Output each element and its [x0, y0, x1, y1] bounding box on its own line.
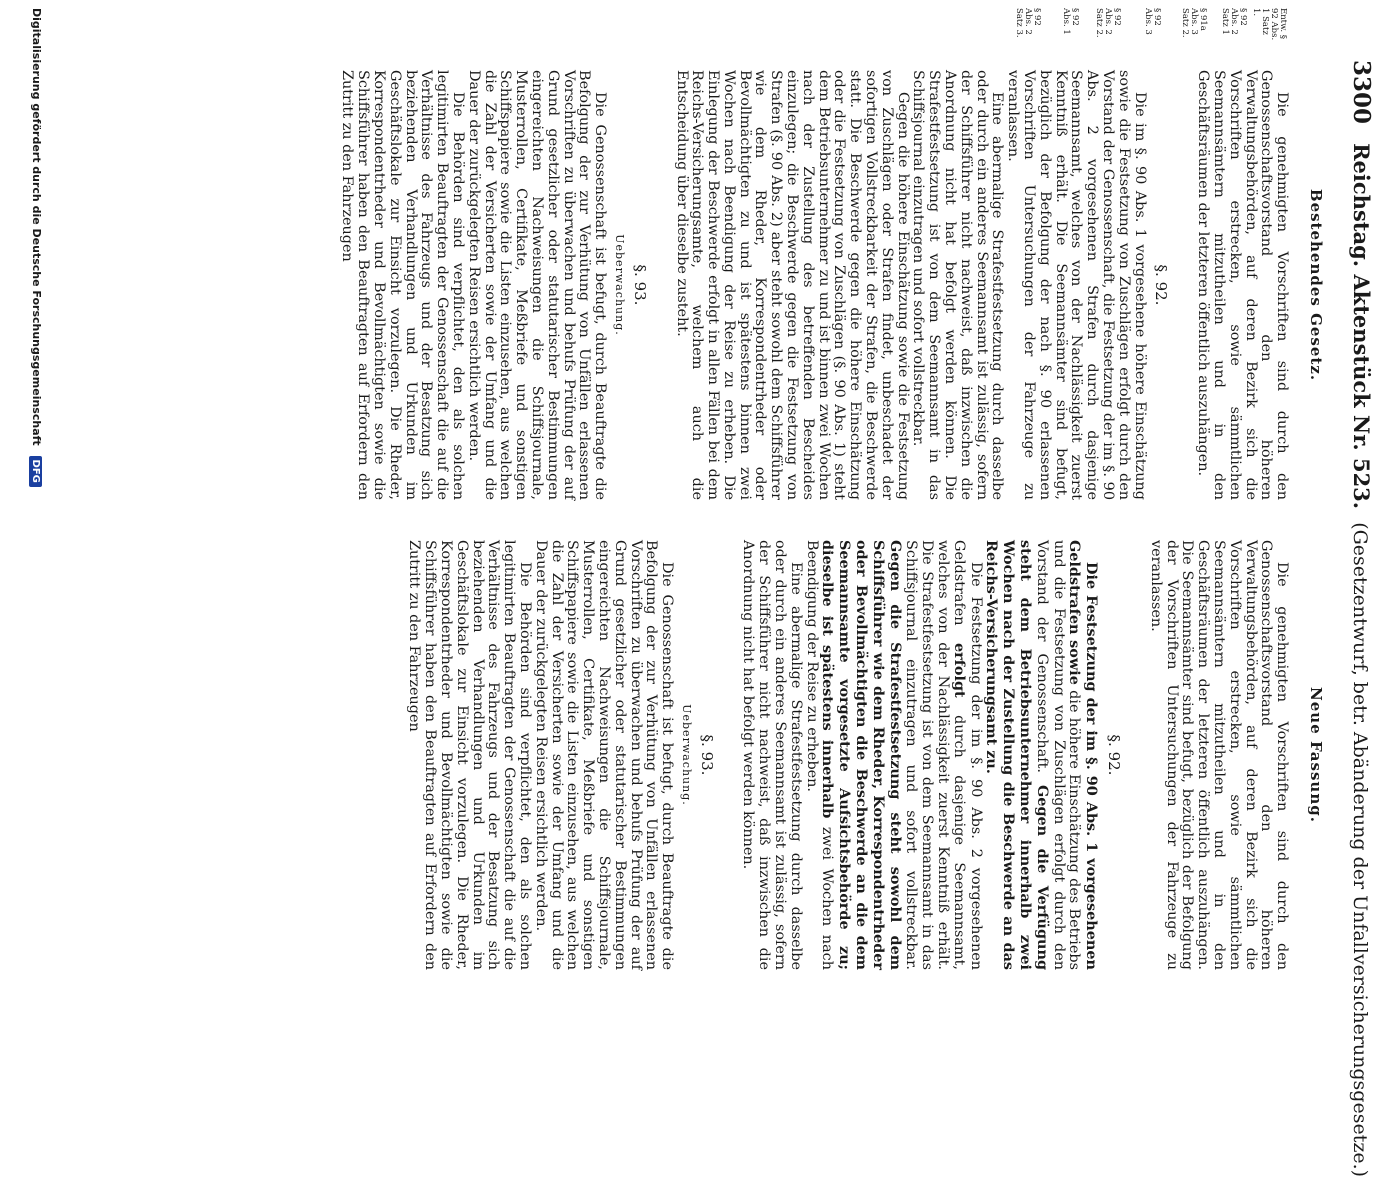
- text-run: die höhere Einschätzung des Betriebs und die Festsetzung von Zuschlägen erfolgt durch den Vorstand der Genossenschaft.: [1033, 540, 1083, 970]
- margin-note: § 92 Abs. 2 Satz 3.: [1014, 8, 1042, 38]
- margin-note: § 92 Abs. 2 Satz 1: [1220, 8, 1248, 35]
- section-heading: §. 92.: [1105, 734, 1124, 776]
- text-run: Die Festsetzung der im §. 90 Abs. 2 vorgesehenen Geldstrafen: [950, 540, 984, 970]
- bold-amendment: erfolgt: [950, 643, 968, 698]
- bold-amendment: Gegen die Verfügung steht dem Betriebsunternehmer innerhalb zwei Wochen nach der Zustellung die Beschwerde an das Reichs-Versicherungsamt zu.: [983, 540, 1051, 971]
- paragraph: Die genehmigten Vorschriften sind durch den Genossenschaftsvorstand den höheren Verwaltungsbehörden, auf deren Bezirk sich die Vorschriften erstrecken, sowie sämmtlichen Seemannsämtern mitzutheilen und in den Geschäftsräumen der letzteren öffentlich auszuhängen. Die Seemannsämter sind befugt, bezüglich der Befolgung der Vorschriften Untersuchungen der Fahrzeuge zu veranlassen.: [1147, 540, 1291, 970]
- paragraph: Die Genossenschaft ist befugt, durch Beauftragte die Befolgung der zur Verhütung von Unfällen erlassenen Vorschriften zu überwachen und behufs Prüfung der auf Grund gesetzlicher oder statutarischer Bestimmungen eingereichten Nachweisungen die Schiffsjournale, Musterrollen, Certifikate, Meßbriefe und sonstigen Schiffspapiere sowie die Listen einzusehen, aus welchen die Zahl der Versicherten sowie der Umfang und die Dauer der zurückgelegten Reisen ersichtlich werden.: [465, 70, 609, 500]
- bold-amendment: Die Festsetzung der im §. 90 Abs. 1 vorgesehenen Geldstrafen sowie: [1066, 540, 1101, 970]
- margin-note: § 92 Abs. 1: [1061, 8, 1080, 35]
- margin-note: § 92 Abs. 3: [1143, 8, 1162, 35]
- bold-amendment: Gegen die Strafestfestsetzung steht sowohl dem Schiffsführer wie dem Rheder, Korrespondentrheder oder Bevollmächtigten: [853, 540, 904, 970]
- margin-note: Entw. § 92 Abs. 1 Satz 1.: [1251, 8, 1288, 41]
- paragraph: Die Behörden sind verpflichtet, den als solchen legitimirten Beauftragten der Genossenschaft die auf die Verhältnisse des Fahrzeugs und der Besatzung sich beziehenden Verhandlungen und Urkunden im Geschäftslokale zur Einsicht vorzulegen. Die Rheder, Korrespondentrheder und Bevollmächtigten sowie die Schiffsführer haben den Beauftragten auf Erfordern den Zutritt zu den Fahrzeugen: [339, 70, 466, 500]
- dfg-logo: DFG: [29, 456, 42, 487]
- page-header: [1335, 60, 1375, 1177]
- column-title: Bestehendes Gesetz.: [1307, 188, 1325, 382]
- paragraph: Die im §. 90 Abs. 1 vorgesehene höhere Einschätzung sowie die Festsetzung von Zuschlägen erfolgt durch den Vorstand der Genossenschaft, die Festsetzung der im §. 90 Abs. 2 vorgesehenen Strafen durch dasjenige Seemannsamt, welches von der Nachlässigkeit zuerst Kenntniß erhält. Die Seemannsämter sind befugt, bezüglich der Befolgung der nach §. 90 erlassenen Vorschriften Untersuchungen der Fahrzeuge zu veranlassen.: [1005, 70, 1148, 500]
- paragraph: Gegen die höhere Einschätzung sowie die Festsetzung von Zuschlägen oder Strafen findet, unbeschadet der sofortigen Vollstreckbarkeit der Strafen, die Beschwerde statt. Die Beschwerde gegen die höhere Einschätzung oder die Festsetzung von Zuschlägen (§. 90 Abs. 1) steht dem Betriebsunternehmer zu und ist binnen zwei Wochen nach der Zustellung des betreffenden Bescheides einzulegen; die Beschwerde gegen die Festsetzung von Strafen (§. 90 Abs. 2) aber steht sowohl dem Schiffsführer wie dem Rheder, Korrespondentrheder oder Bevollmächtigten zu und ist spätestens binnen zwei Wochen nach Beendigung der Reise zu erheben. Die Einlegung der Beschwerde erfolgt in allen Fällen bei dem Reichs-Versicherungsamte, welchem auch die Entscheidung über dieselbe zusteht.: [673, 70, 911, 500]
- column-new-version: [406, 540, 1323, 970]
- column-title: Neue Fassung.: [1307, 687, 1325, 823]
- section-subheading: Ueberwachung.: [679, 704, 693, 806]
- section-heading: §. 93.: [697, 734, 716, 776]
- page-number: 3300: [1348, 60, 1375, 125]
- footer-text: Digitalisierung gefördert durch die Deutsche Forschungsgemeinschaft: [30, 8, 43, 446]
- section-heading: §. 93.: [630, 264, 649, 306]
- margin-note: § 92 Abs. 2 Satz 2.: [1094, 8, 1122, 38]
- paragraph: Die Genossenschaft ist befugt, durch Beauftragte die Befolgung der zur Verhütung von Unfällen erlassenen Vorschriften zu überwachen und behufs Prüfung der auf Grund gesetzlicher oder statutarischer Bestimmungen eingereichten Nachweisungen die Schiffsjournale, Musterrollen, Certifikate, Meßbriefe und sonstigen Schiffspapiere sowie die Listen einzusehen, aus welchen die Zahl der Versicherten sowie der Umfang und die Dauer der zurückgelegten Reisen ersichtlich werden.: [532, 540, 676, 970]
- digitization-footer: [29, 8, 43, 487]
- running-title: Reichstag. Aktenstück Nr. 523.: [1349, 143, 1374, 510]
- bold-amendment: die Beschwerde an die dem Seemannsamte vorgesetzte Aufsichtsbehörde zu; dieselbe ist spätestens innerhalb: [819, 540, 871, 971]
- paragraph: Eine abermalige Strafestfestsetzung durch dasselbe oder durch ein anderes Seemannsamt ist zulässig, sofern der Schiffsführer nicht nachweist, daß inzwischen die Anordnung nicht hat befolgt werden können. Die Strafestfestsetzung ist von dem Seemannsamt in das Schiffsjournal einzutragen und sofort vollstreckbar.: [910, 70, 1006, 500]
- text-run: zwei Wochen nach Beendigung der Reise zu erheben.: [803, 540, 836, 970]
- text-run: durch dasjenige Seemannsamt, welches von der Nachlässigkeit zuerst Kenntniß erhält. Die Strafestfestsetzung ist von dem Seemannsamt in das Schiffsjournal einzutragen und sofort vollstreckbar.: [903, 540, 967, 971]
- section-heading: §. 92.: [1152, 264, 1171, 306]
- column-existing-law: [339, 70, 1323, 500]
- document-subtitle: (Gesetzentwurf, betr. Abänderung der Unfallversicherungsgesetze.): [1349, 522, 1371, 1177]
- paragraph: [803, 540, 983, 970]
- margin-note: § 91a Abs. 3 Satz 2.: [1180, 8, 1208, 38]
- paragraph: Die Behörden sind verpflichtet, den als solchen legitimirten Beauftragten der Genossenschaft die auf die Verhältnisse des Fahrzeugs und der Besatzung sich beziehenden Verhandlungen und Urkunden im Geschäftslokale zur Einsicht vorzulegen. Die Rheder, Korrespondentrheder und Bevollmächtigten sowie die Schiffsführer haben den Beauftragten auf Erfordern den Zutritt zu den Fahrzeugen: [406, 540, 533, 970]
- paragraph: [983, 540, 1100, 970]
- paragraph: Die genehmigten Vorschriften sind durch den Genossenschaftsvorstand den höheren Verwaltungsbehörden, auf deren Bezirk sich die Vorschriften erstrecken, sowie sämmtlichen Seemannsämtern mitzutheilen und in den Geschäftsräumen der letzteren öffentlich auszuhängen.: [1195, 70, 1291, 500]
- paragraph: Eine abermalige Strafestfestsetzung durch dasselbe oder durch ein anderes Seemannsamt ist zulässig, sofern der Schiffsführer nicht nachweist, daß inzwischen die Anordnung nicht hat befolgt werden können.: [740, 540, 804, 970]
- section-subheading: Ueberwachung.: [612, 234, 626, 336]
